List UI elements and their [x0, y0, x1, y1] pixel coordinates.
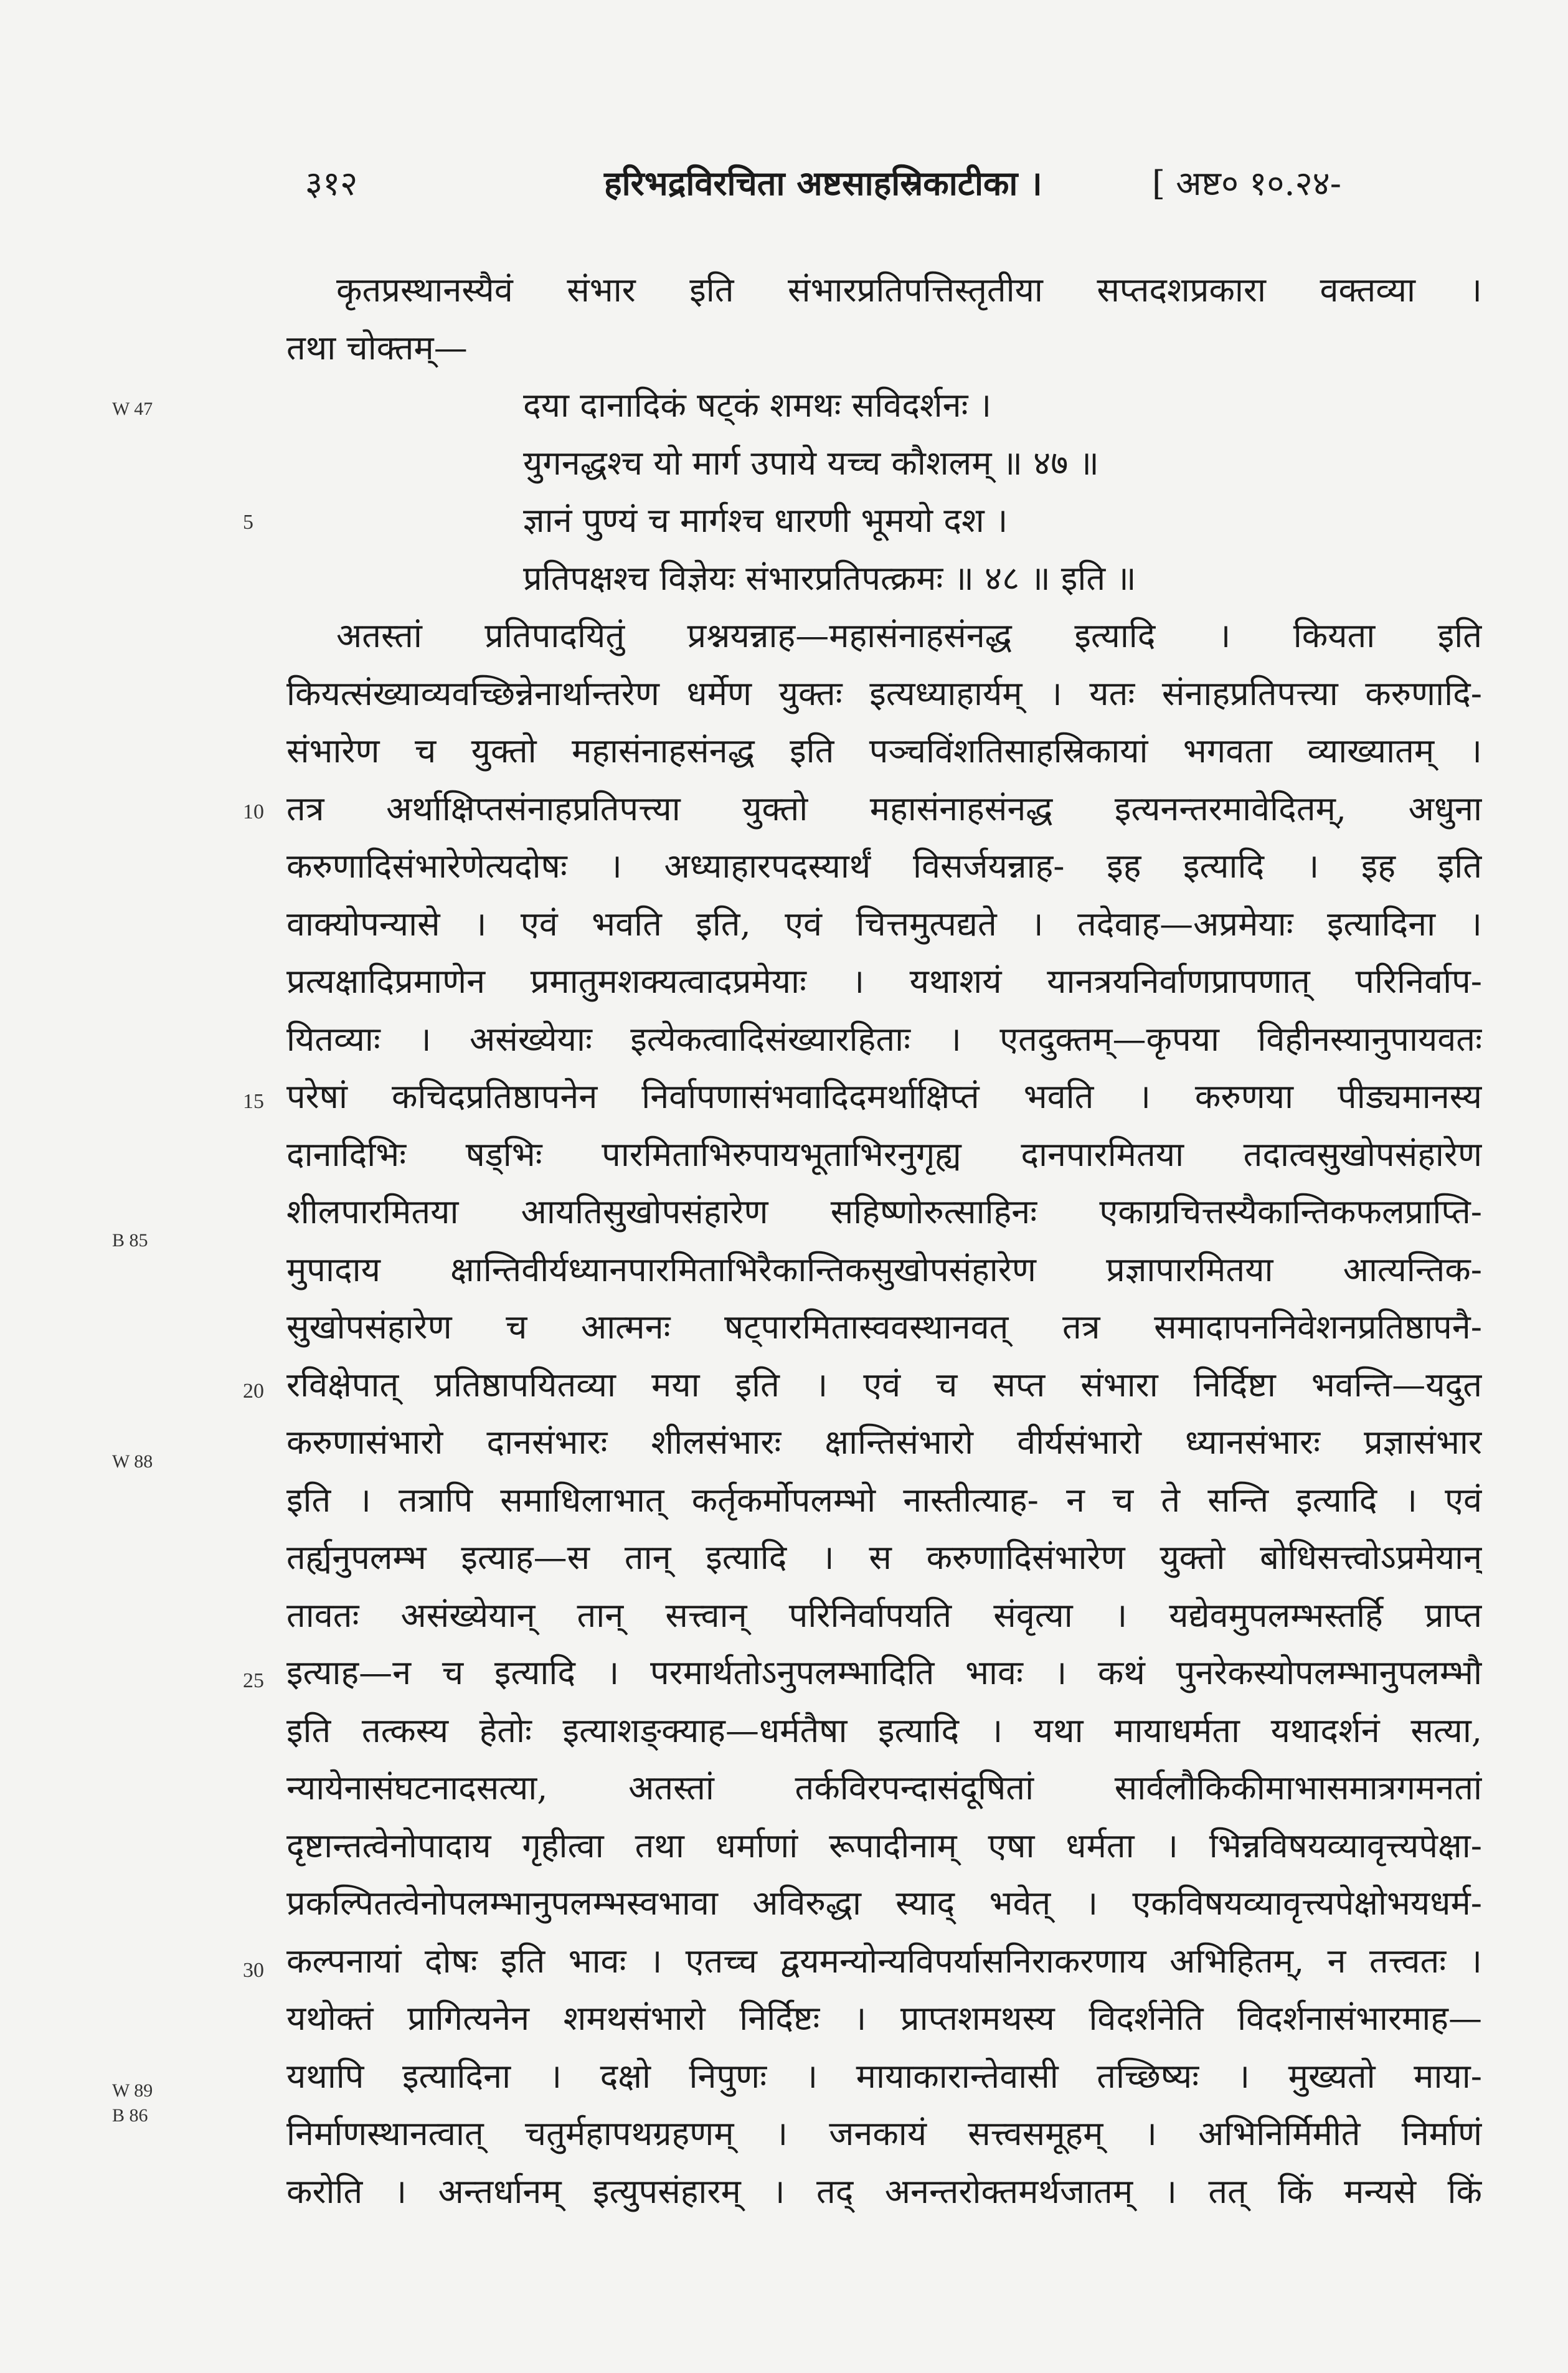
text-line: प्रत्यक्षादिप्रमाणेन प्रमातुमशक्यत्वादप्रमेयाः । यथाशयं यानत्रयनिर्वाणप्रापणात् परिनिर्वाप- [286, 962, 1482, 1001]
text-line: अतस्तां प्रतिपादयितुं प्रश्नयन्नाह—महासंनाहसंनद्ध इत्यादि । कियता इति [336, 616, 1482, 655]
margin-ref-w88: W 88 [112, 1451, 153, 1472]
text-line: करुणादिसंभारेणेत्यदोषः । अध्याहारपदस्यार्थं विसर्जयन्नाह- इह इत्यादि । इह इति [286, 846, 1482, 886]
line-number-15: 15 [243, 1090, 264, 1113]
line-number-25: 25 [243, 1669, 264, 1692]
verse-line: दया दानादिकं षट्कं शमथः सविदर्शनः । [523, 386, 992, 425]
line-number-20: 20 [243, 1380, 264, 1403]
text-line: यथोक्तं प्रागित्यनेन शमथसंभारो निर्दिष्टः । प्राप्तशमथस्य विदर्शनेति विदर्शनासंभारमाह— [286, 1999, 1482, 2038]
commentary-text [286, 262, 1482, 2220]
line-number-5: 5 [243, 511, 253, 534]
text-line: रविक्षेपात् प्रतिष्ठापयितव्या मया इति । एवं च सप्त संभारा निर्दिष्टा भवन्ति—यदुत [286, 1365, 1482, 1404]
text-line: शीलपारमितया आयतिसुखोपसंहारेण सहिष्णोरुत्साहिनः एकाग्रचित्तस्यैकान्तिकफलप्राप्ति- [286, 1192, 1482, 1231]
verse-line: प्रतिपक्षश्च विज्ञेयः संभारप्रतिपत्क्रमः ॥ ४८ ॥ इति ॥ [523, 558, 1136, 598]
verse-line: युगनद्धश्च यो मार्ग उपाये यच्च कौशलम् ॥ ४७ ॥ [523, 443, 1099, 483]
page-header [293, 159, 1476, 215]
text-line: करोति । अन्तर्धानम् इत्युपसंहारम् । तद् अनन्तरोक्तमर्थजातम् । तत् किं मन्यसे किं [286, 2171, 1482, 2211]
text-line: इति । तत्रापि समाधिलाभात् कर्तृकर्मोपलम्भो नास्तीत्याह- न च ते सन्ति इत्यादि । एवं [286, 1480, 1482, 1520]
margin-ref-w47: W 47 [112, 399, 153, 419]
text-line: प्रकल्पितत्वेनोपलम्भानुपलम्भस्वभावा अविरुद्धा स्याद् भवेत् । एकविषयव्यावृत्त्यपेक्षोभयधर्म- [286, 1883, 1482, 1923]
text-line: तत्र अर्थाक्षिप्तसंनाहप्रतिपत्त्या युक्तो महासंनाहसंनद्ध इत्यनन्तरमावेदितम्, अधुना [286, 789, 1482, 828]
text-line: न्यायेनासंघटनादसत्या, अतस्तां तर्कविरपन्दासंदूषितां सार्वलौकिकीमाभासमात्रगमनतां [286, 1768, 1482, 1807]
text-line: वाक्योपन्यासे । एवं भवति इति, एवं चित्तमुत्पद्यते । तदेवाह—अप्रमेयाः इत्यादिना । [286, 904, 1482, 944]
section-reference: [ अष्ट० १०.२४- [1152, 164, 1342, 203]
text-line: करुणासंभारो दानसंभारः शीलसंभारः क्षान्तिसंभारो वीर्यसंभारो ध्यानसंभारः प्रज्ञासंभार [286, 1423, 1482, 1462]
text-line: तावतः असंख्येयान् तान् सत्त्वान् परिनिर्वापयति संवृत्या । यद्येवमुपलम्भस्तर्हि प्राप्त [286, 1595, 1482, 1635]
text-line: कृतप्रस्थानस्यैवं संभार इति संभारप्रतिपत्तिस्तृतीया सप्तदशप्रकारा वक्तव्या । [336, 270, 1482, 310]
verse-line: ज्ञानं पुण्यं च मार्गश्च धारणी भूमयो दश । [523, 501, 1008, 540]
page-number: ३१२ [305, 164, 358, 203]
text-line: दृष्टान्तत्वेनोपादाय गृहीत्वा तथा धर्माणां रूपादीनाम् एषा धर्मता । भिन्नविषयव्यावृत्त्यपेक्षा- [286, 1826, 1482, 1865]
text-line: कल्पनायां दोषः इति भावः । एतच्च द्वयमन्योन्यविपर्यासनिराकरणाय अभिहितम्, न तत्त्वतः । [286, 1941, 1482, 1981]
text-line: दानादिभिः षड्भिः पारमिताभिरुपायभूताभिरनुगृह्य दानपारमितया तदात्वसुखोपसंहारेण [286, 1134, 1482, 1174]
running-title: हरिभद्रविरचिता अष्टसाहस्रिकाटीका । [604, 163, 1042, 203]
margin-ref-w89: W 89 [112, 2080, 153, 2101]
margin-ref-b85: B 85 [112, 1230, 148, 1251]
text-line: मुपादाय क्षान्तिवीर्यध्यानपारमिताभिरैकान्तिकसुखोपसंहारेण प्रज्ञापारमितया आत्यन्तिक- [286, 1249, 1482, 1289]
text-line: निर्माणस्थानत्वात् चतुर्महापथग्रहणम् । जनकायं सत्त्वसमूहम् । अभिनिर्मिमीते निर्माणं [286, 2114, 1482, 2153]
text-line: संभारेण च युक्तो महासंनाहसंनद्ध इति पञ्चविंशतिसाहस्रिकायां भगवता व्याख्यातम् । [286, 731, 1482, 770]
margin-ref-b86: B 86 [112, 2105, 148, 2126]
line-number-30: 30 [243, 1959, 264, 1982]
text-line: इति तत्कस्य हेतोः इत्याशङ्क्याह—धर्मतैषा इत्यादि । यथा मायाधर्मता यथादर्शनं सत्या, [286, 1710, 1482, 1750]
text-line: तर्ह्यनुपलम्भ इत्याह—स तान् इत्यादि । स करुणादिसंभारेण युक्तो बोधिसत्त्वोऽप्रमेयान् [286, 1538, 1482, 1577]
line-number-10: 10 [243, 800, 264, 823]
text-line: कियत्संख्याव्यवच्छिन्नेनार्थान्तरेण धर्मेण युक्तः इत्यध्याहार्यम् । यतः संनाहप्रतिपत्त्या करुणादि- [286, 673, 1482, 713]
text-line: यथापि इत्यादिना । दक्षो निपुणः । मायाकारान्तेवासी तच्छिष्यः । मुख्यतो माया- [286, 2056, 1482, 2096]
text-line: यितव्याः । असंख्येयाः इत्येकत्वादिसंख्यारहिताः । एतदुक्तम्—कृपया विहीनस्यानुपायवतः [286, 1019, 1482, 1059]
text-line: इत्याह—न च इत्यादि । परमार्थतोऽनुपलम्भादिति भावः । कथं पुनरेकस्योपलम्भानुपलम्भौ [286, 1653, 1482, 1692]
text-line: परेषां कचिदप्रतिष्ठापनेन निर्वापणासंभवादिदमर्थाक्षिप्तं भवति । करुणया पीड्यमानस्य [286, 1077, 1482, 1116]
text-line: तथा चोक्तम्— [286, 328, 468, 367]
text-line: सुखोपसंहारेण च आत्मनः षट्पारमितास्ववस्थानवत् तत्र समादापननिवेशनप्रतिष्ठापनै- [286, 1307, 1482, 1347]
